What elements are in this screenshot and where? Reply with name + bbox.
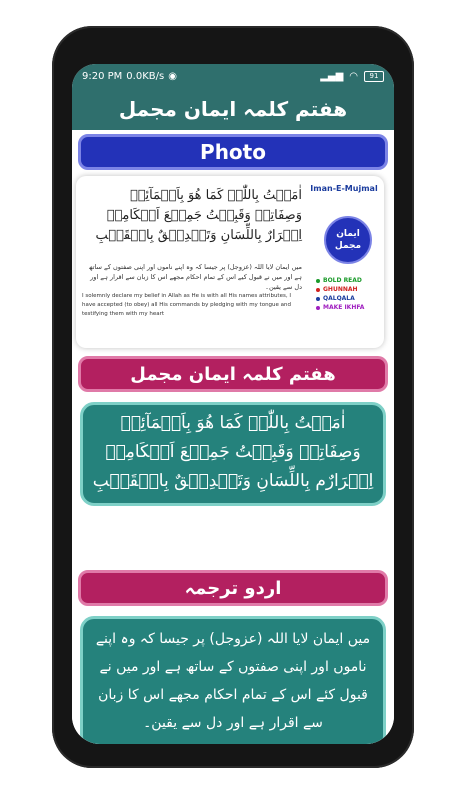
section-title-translation: اردو ترجمہ — [78, 570, 388, 606]
legend-label: GHUNNAH — [323, 286, 358, 293]
photo-card[interactable] — [76, 176, 384, 348]
section-title-kalma: ھفتم کلمہ ایمان مجمل — [78, 356, 388, 392]
legend-item — [316, 276, 364, 285]
screen — [72, 64, 394, 744]
legend-label: BOLD READ — [323, 277, 362, 284]
legend-dot-icon — [316, 288, 320, 292]
signal-icon: ▂▄▆ — [320, 70, 344, 82]
photo-arabic-text: اٰمَنۡتُ بِاللّٰہِ کَمَا ھُوَ بِاَسۡمَآئِہٖ وَصِفَاتِہٖ وَقَبِلۡتُ جَمِیۡعَ اَحۡکَامِہٖ اِقۡرَارٌ بِاللِّسَانِ وَتَصۡدِیۡقٌ بِالۡقَلۡبِ — [95, 188, 302, 243]
page-title: ھفتم کلمہ ایمان مجمل — [72, 88, 394, 130]
photo-side-title: Iman-E-Mujmal — [310, 184, 378, 193]
legend-item — [316, 285, 364, 294]
legend-label: QALQALA — [323, 295, 355, 302]
legend-dot-icon — [316, 306, 320, 310]
iman-mujmal-badge: ایمان مجمل — [324, 216, 372, 264]
legend-dot-icon — [316, 279, 320, 283]
status-speed: 0.0KB/s — [126, 70, 165, 82]
photo-button[interactable]: Photo — [78, 134, 388, 170]
legend-item — [316, 303, 364, 312]
status-bar — [72, 64, 394, 88]
main-content[interactable] — [72, 130, 394, 744]
legend-label: MAKE IKHFA — [323, 304, 365, 311]
tajweed-legend — [316, 276, 364, 312]
wifi-icon: ◠ — [349, 70, 358, 82]
photo-english-text: I solemnly declare my belief in Allah as He is with all His names attributes, I have accepted (to obey) all His commands by pledging with my tongue and testifying them with my heart — [82, 293, 292, 317]
kalma-card: اٰمَنۡتُ بِاللّٰہِ کَمَا ھُوَ بِاَسۡمَآئِہٖ وَصِفَاتِہٖ وَقَبِلۡتُ جَمِیۡعَ اَحۡکَامِہٖ اِقۡرَارٌم بِاللِّسَانِ وَتَصۡدِیۡقٌ بِالۡقَلۡبِ — [80, 402, 386, 506]
status-time: 9:20 PM — [82, 70, 123, 82]
battery-icon: 91 — [364, 71, 384, 82]
urdu-translation-card: میں ایمان لایا اللہ (عزوجل) پر جیسا کہ وہ اپنے ناموں اور اپنی صفتوں کے ساتھ ہے اور میں نے قبول کئے اس کے تمام احکام مجھے اس کا زبان سے اقرار ہے اور دل سے یقین۔ — [80, 616, 386, 744]
legend-dot-icon — [316, 297, 320, 301]
whatsapp-icon: ◉ — [168, 70, 177, 82]
legend-item — [316, 294, 364, 303]
photo-urdu-text: میں ایمان لایا اللہ (عزوجل) پر جیسا کہ وہ اپنے ناموں اور اپنی صفتوں کے ساتھ ہے اور میں نے قبول کیے اس کے تمام احکام مجھے اس کا زبان سے اقرار ہے اور دل سے یقین۔ — [88, 263, 302, 291]
